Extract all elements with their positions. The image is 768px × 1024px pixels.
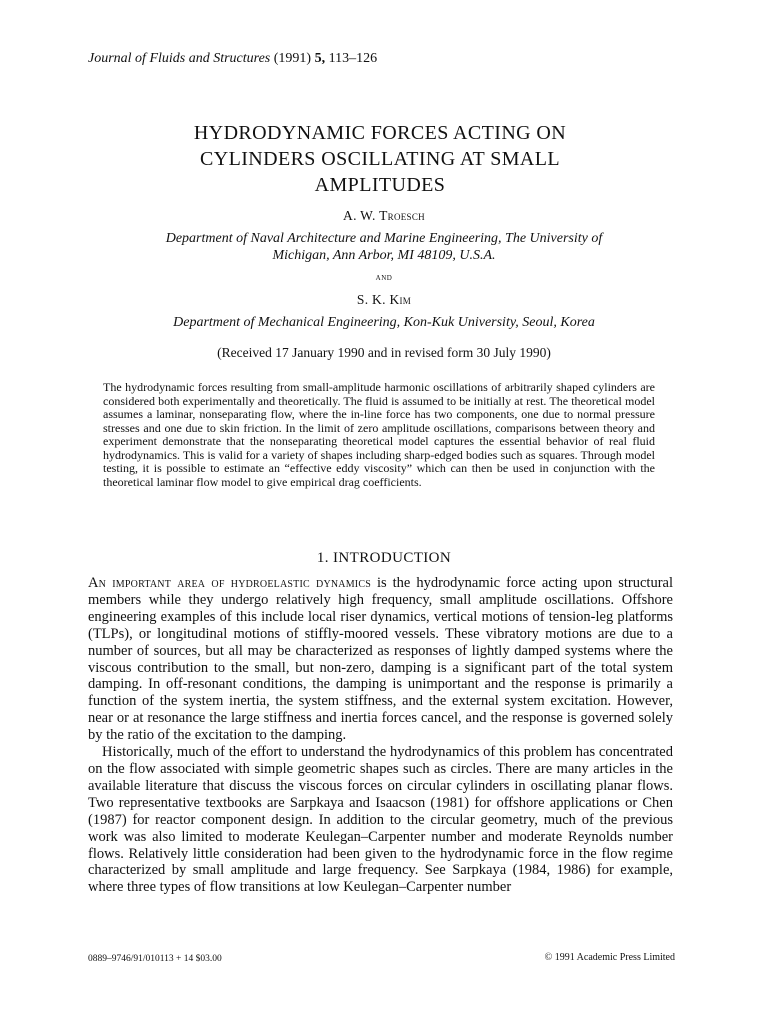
author-affiliation bbox=[100, 314, 668, 331]
and-separator: and bbox=[375, 272, 393, 283]
abstract: The hydrodynamic forces resulting from small-amplitude harmonic oscillations of arbitrarily shaped cylinders are considered both experimentally and theoretically. The fluid is assumed to be initially at rest. The theoretical model assumes a laminar, nonseparating flow, where the in-line force has two components, one due to normal pressure stresses and one due to skin friction. In the limit of zero amplitude oscillations, comparisons between theory and experiment demonstrate that the nonseparating theoretical model captures the essential behavior of real fluid hydrodynamics. This is valid for a variety of shapes including sharp-edged bodies such as squares. Through model testing, it is possible to estimate an “effective eddy viscosity” which can then be used in conjunction with the theoretical laminar flow model to give empirical drag coefficients. bbox=[103, 380, 655, 489]
title-line: CYLINDERS OSCILLATING AT SMALL bbox=[200, 148, 560, 170]
paragraph bbox=[88, 575, 673, 744]
lead-in: An important area of hydroelastic dynamics bbox=[88, 575, 371, 591]
journal-citation bbox=[88, 51, 377, 67]
author-affiliation bbox=[100, 230, 668, 264]
journal-name: Journal of Fluids and Structures bbox=[88, 51, 271, 66]
journal-volume: 5, bbox=[314, 51, 326, 66]
paragraph-text: is the hydrodynamic force acting upon structural members while they undergo relatively high frequency, small amplitude oscillations. Offshore engineering examples of this include local riser dynamics, vertical motions of tension-leg platforms (TLPs), or longitudinal motions of stiffly-moored vessels. These vibratory motions are due to a number of sources, but all may be characterized as responses of lightly damped systems where the viscous contribution to the small, but non-zero, damping is a significant part of the total system damping. In off-resonant conditions, the damping is unimportant and the response is primarily a function of the system inertia, the system stiffness, and the external system excitation. However, near or at resonance the large stiffness and inertia forces cancel, and the response is governed solely by the ratio of the excitation to the damping. bbox=[88, 575, 674, 744]
footer-code: 0889–9746/91/010113 + 14 $03.00 bbox=[88, 954, 222, 964]
journal-year: (1991) bbox=[273, 51, 312, 66]
affiliation-line: Department of Naval Architecture and Marine Engineering, The University of bbox=[165, 231, 603, 246]
title-line: HYDRODYNAMIC FORCES ACTING ON bbox=[193, 122, 567, 144]
section-heading: 1. INTRODUCTION bbox=[316, 550, 452, 566]
author-name: S. K. Kim bbox=[356, 292, 412, 307]
affiliation-line: Michigan, Ann Arbor, MI 48109, U.S.A. bbox=[272, 248, 496, 263]
paper-title bbox=[120, 120, 640, 198]
body-text bbox=[88, 575, 673, 896]
received-dates: (Received 17 January 1990 and in revised form 30 July 1990) bbox=[217, 345, 551, 360]
footer-copyright: © 1991 Academic Press Limited bbox=[544, 952, 675, 963]
paragraph: Historically, much of the effort to understand the hydrodynamics of this problem has concentrated on the flow associated with simple geometric shapes such as circles. There are many articles in the available literature that discuss the viscous forces on circular cylinders in oscillating planar flows. Two representative textbooks are Sarpkaya and Isaacson (1981) for offshore applications or Chen (1987) for reactor component design. In addition to the circular geometry, much of the previous work was also limited to moderate Keulegan–Carpenter number and moderate Reynolds number flows. Relatively little consideration had been given to the hydrodynamic force in the flow regime characterized by small amplitude and large frequency. See Sarpkaya (1984, 1986) for example, where three types of flow transitions at low Keulegan–Carpenter number bbox=[88, 744, 673, 896]
author-name: A. W. Troesch bbox=[343, 208, 425, 223]
affiliation-line: Department of Mechanical Engineering, Kon-Kuk University, Seoul, Korea bbox=[173, 315, 595, 330]
title-line: AMPLITUDES bbox=[314, 174, 446, 196]
journal-pages: 113–126 bbox=[328, 51, 378, 66]
